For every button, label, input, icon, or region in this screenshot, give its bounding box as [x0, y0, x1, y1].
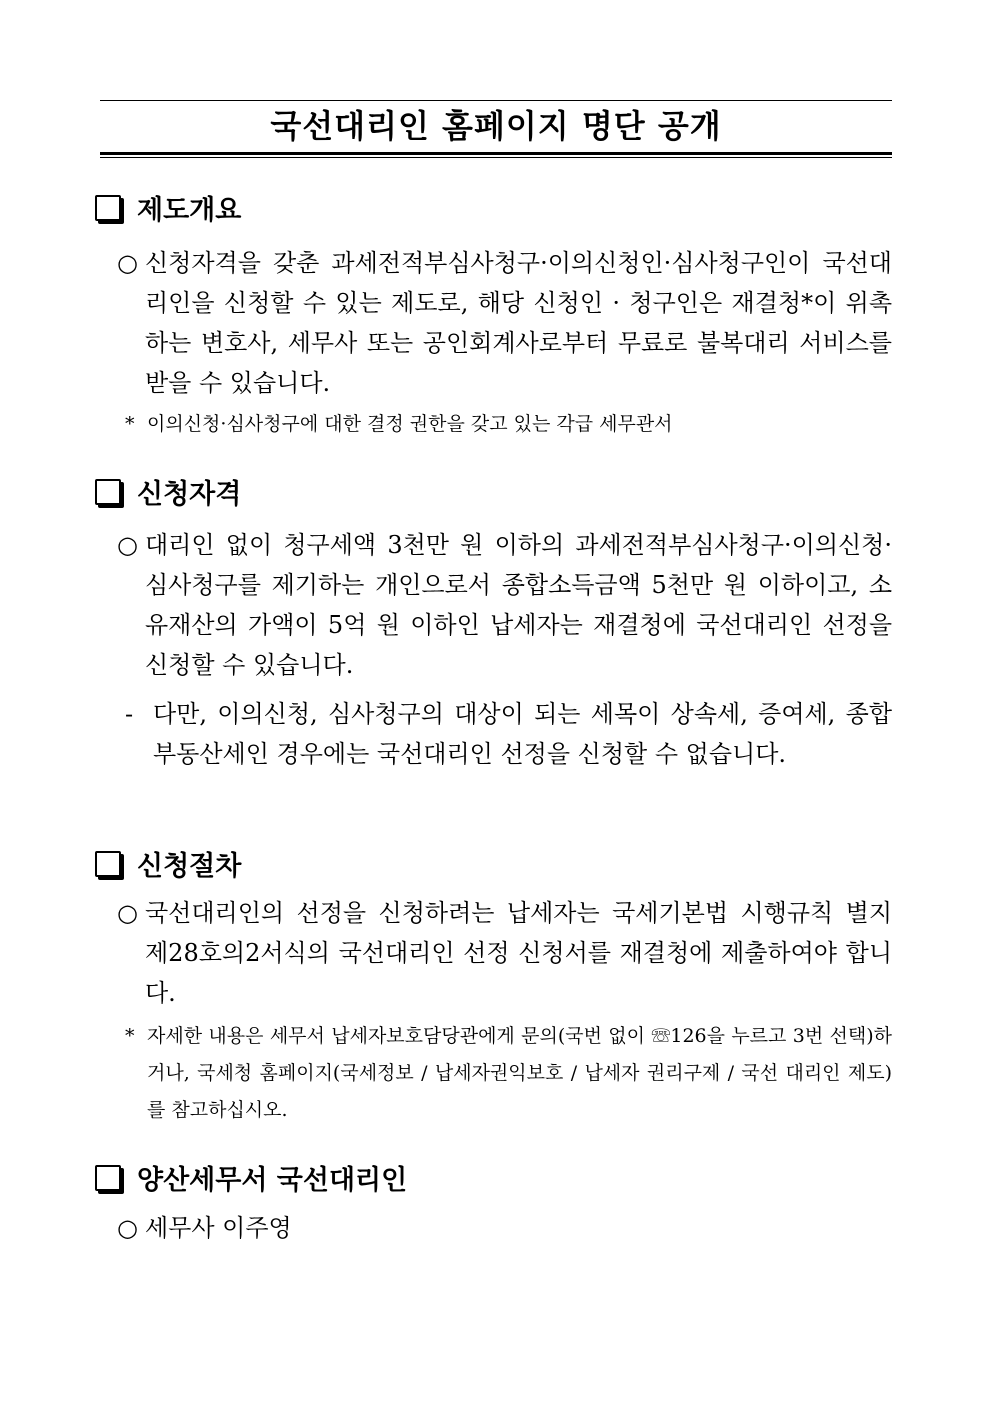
section-heading-overview [95, 188, 241, 227]
asterisk-marker: * [125, 413, 135, 435]
eligibility-paragraph [117, 525, 892, 685]
overview-paragraph [117, 243, 892, 403]
circle-bullet-icon: ○ [117, 531, 138, 559]
checkbox-square-icon [95, 851, 121, 877]
eligibility-text: 대리인 없이 청구세액 3천만 원 이하의 과세전적부심사청구·이의신청·심사청구를 제기하는 개인으로서 종합소득금액 5천만 원 이하이고, 소유재산의 가액이 5억 원 이하인 납세자는 재결청에 국선대리인 선정을 신청할 수 있습니다. [145, 531, 892, 679]
section-heading-eligibility [95, 472, 241, 511]
yangsan-representative-text: 세무사 이주영 [145, 1214, 292, 1242]
procedure-footnote [125, 1018, 892, 1129]
page-title: 국선대리인 홈페이지 명단 공개 [270, 107, 722, 145]
asterisk-marker: * [125, 1025, 135, 1047]
section-title: 제도개요 [137, 195, 242, 226]
eligibility-exception-text: 다만, 이의신청, 심사청구의 대상이 되는 세목이 상속세, 증여세, 종합부동산세인 경우에는 국선대리인 선정을 신청할 수 없습니다. [153, 700, 892, 768]
checkbox-square-icon [95, 1165, 121, 1191]
checkbox-square-icon [95, 195, 121, 221]
checkbox-square-icon [95, 479, 121, 505]
section-title: 신청자격 [137, 479, 242, 510]
circle-bullet-icon: ○ [117, 1214, 138, 1242]
section-heading-procedure [95, 844, 241, 883]
title-bottom-rule-thick [100, 152, 892, 155]
section-heading-yangsan [95, 1158, 407, 1197]
procedure-paragraph [117, 893, 892, 1013]
procedure-text: 국선대리인의 선정을 신청하려는 납세자는 국세기본법 시행규칙 별지 제28호의2서식의 국선대리인 선정 신청서를 재결청에 제출하여야 합니다. [145, 899, 892, 1007]
section-title: 신청절차 [137, 851, 242, 882]
dash-marker: - [125, 700, 134, 728]
overview-footnote-text: 이의신청·심사청구에 대한 결정 권한을 갖고 있는 각급 세무관서 [147, 413, 673, 435]
overview-footnote [125, 406, 892, 443]
circle-bullet-icon: ○ [117, 899, 138, 927]
section-title: 양산세무서 국선대리인 [137, 1165, 408, 1196]
title-bottom-rule-thin [100, 157, 892, 158]
procedure-footnote-text: 자세한 내용은 세무서 납세자보호담당관에게 문의(국번 없이 ☏126을 누르고 3번 선택)하거나, 국세청 홈페이지(국세정보 / 납세자권익보호 / 납세자 권리구제 / 국선 대리인 제도)를 참고하십시오. [147, 1025, 892, 1121]
overview-text: 신청자격을 갖춘 과세전적부심사청구·이의신청인·심사청구인이 국선대리인을 신청할 수 있는 제도로, 해당 신청인 · 청구인은 재결청*이 위촉하는 변호사, 세무사 또는 공인회계사로부터 무료로 불복대리 서비스를 받을 수 있습니다. [145, 249, 892, 397]
eligibility-exception [125, 694, 892, 774]
circle-bullet-icon: ○ [117, 249, 138, 277]
title-block [100, 100, 892, 158]
yangsan-representative [117, 1208, 892, 1248]
